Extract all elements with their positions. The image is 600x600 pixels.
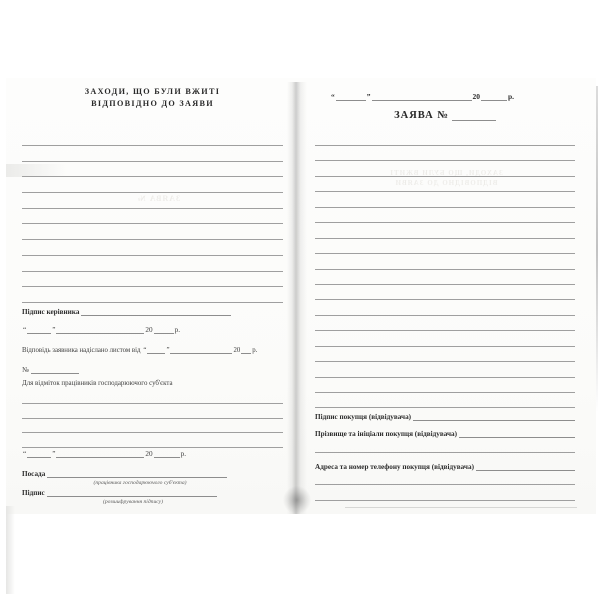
ruled-line bbox=[315, 222, 575, 223]
month-blank bbox=[372, 93, 472, 101]
buyer-name-blank bbox=[459, 430, 575, 438]
letter-number-row bbox=[22, 366, 79, 374]
right-page-bottom-edge bbox=[345, 507, 577, 508]
month-blank bbox=[170, 346, 232, 354]
close-quote: ” bbox=[166, 347, 170, 354]
ruled-line bbox=[315, 145, 575, 146]
signature-row bbox=[22, 489, 217, 497]
date-row-right bbox=[330, 92, 515, 101]
staff-notes-row bbox=[22, 380, 173, 387]
manager-signature-blank bbox=[81, 308, 231, 316]
ruled-line bbox=[315, 160, 575, 161]
buyer-name-continuation-line bbox=[315, 452, 575, 453]
year-suffix: р. bbox=[508, 92, 515, 101]
ruled-line bbox=[22, 255, 283, 256]
ruled-line bbox=[22, 403, 283, 404]
right-ruled-lines bbox=[315, 145, 575, 423]
book-spine-shadow bbox=[287, 82, 307, 514]
day-blank bbox=[27, 326, 51, 334]
buyer-signature-row bbox=[315, 413, 575, 421]
manager-signature-row bbox=[22, 308, 283, 316]
buyer-address-row bbox=[315, 463, 575, 471]
year-blank bbox=[154, 450, 180, 458]
ruled-line bbox=[315, 346, 575, 347]
position-blank bbox=[47, 470, 227, 478]
ruled-line bbox=[22, 447, 283, 448]
ruled-line bbox=[22, 418, 283, 419]
ruled-line bbox=[22, 192, 283, 193]
left-page-title-line1: ЗАХОДИ, ЩО БУЛИ ВЖИТІ bbox=[84, 87, 221, 96]
left-page-title bbox=[22, 86, 283, 109]
staff-notes-label: Для відміток працівників господарюючого суб'єкта bbox=[22, 380, 173, 387]
buyer-name-label: Прізвище та ініціали покупця (відвідувача) bbox=[315, 430, 458, 438]
year-blank bbox=[241, 346, 251, 354]
ruled-line bbox=[315, 269, 575, 270]
manager-signature-label: Підпис керівника bbox=[22, 308, 80, 316]
open-quote: “ bbox=[23, 450, 27, 458]
signature-label: Підпис bbox=[22, 489, 45, 497]
ruled-line bbox=[315, 392, 575, 393]
ruled-line bbox=[315, 377, 575, 378]
day-blank bbox=[27, 450, 51, 458]
left-page-title-line2: ВІДПОВІДНО ДО ЗАЯВИ bbox=[91, 98, 214, 108]
day-blank bbox=[147, 346, 165, 354]
left-page-edge-shade bbox=[6, 506, 15, 594]
ruled-line bbox=[22, 239, 283, 240]
ruled-line bbox=[315, 176, 575, 177]
left-ruled-lines-top bbox=[22, 145, 283, 318]
ruled-line bbox=[315, 207, 575, 208]
day-blank bbox=[336, 93, 366, 101]
showthrough-line: ЗАХОДИ, ЩО БУЛИ ВЖИТІ bbox=[389, 169, 503, 177]
ruled-line bbox=[22, 286, 283, 287]
year-prefix: 20 bbox=[145, 326, 153, 334]
year-suffix: р. bbox=[180, 450, 186, 458]
ruled-line bbox=[22, 176, 283, 177]
date-row-left-1 bbox=[22, 326, 181, 334]
open-quote: “ bbox=[23, 326, 27, 334]
reply-sent-label: Відповідь заявника надіслано листом від bbox=[22, 347, 141, 354]
year-prefix: 20 bbox=[145, 450, 153, 458]
showthrough-line: ВІДПОВІДНО ДО ЗАЯВИ bbox=[394, 179, 498, 187]
signature-blank bbox=[47, 489, 217, 497]
open-quote: “ bbox=[143, 347, 147, 354]
ruled-line bbox=[22, 432, 283, 433]
date-row-left-2 bbox=[22, 450, 187, 458]
ruled-line bbox=[315, 330, 575, 331]
book-spine-bottom-shadow bbox=[283, 486, 311, 514]
ruled-line bbox=[315, 407, 575, 408]
ruled-line bbox=[22, 223, 283, 224]
right-page-edge bbox=[596, 86, 598, 412]
buyer-signature-label: Підпис покупця (відвідувача) bbox=[315, 413, 412, 421]
buyer-name-row bbox=[315, 430, 575, 438]
position-row bbox=[22, 470, 227, 478]
letter-number-blank bbox=[31, 366, 79, 374]
ruled-line bbox=[22, 302, 283, 303]
ruled-line bbox=[315, 299, 575, 300]
year-prefix: 20 bbox=[233, 347, 241, 354]
year-blank bbox=[154, 326, 174, 334]
application-title: ЗАЯВА № bbox=[394, 110, 449, 121]
year-prefix: 20 bbox=[472, 92, 480, 101]
application-number-blank bbox=[452, 111, 496, 121]
ruled-line bbox=[22, 208, 283, 209]
ruled-line bbox=[315, 315, 575, 316]
ruled-line bbox=[315, 238, 575, 239]
reply-sent-row bbox=[22, 346, 258, 354]
ruled-line bbox=[22, 271, 283, 272]
buyer-address-label: Адреса та номер телефону покупця (відвідувача) bbox=[315, 463, 474, 471]
ruled-line bbox=[22, 145, 283, 146]
ruled-line bbox=[315, 484, 575, 485]
ruled-line bbox=[315, 253, 575, 254]
signature-hint: (розшифрування підпису) bbox=[102, 499, 164, 505]
close-quote: ” bbox=[52, 326, 56, 334]
year-suffix: р. bbox=[252, 347, 258, 354]
open-quote: “ bbox=[331, 92, 335, 101]
month-blank bbox=[56, 326, 144, 334]
ruled-line bbox=[315, 500, 575, 501]
ruled-line bbox=[22, 161, 283, 162]
position-hint: (працівника господарюючого суб'єкта) bbox=[93, 480, 187, 486]
ruled-line bbox=[315, 361, 575, 362]
year-suffix: р. bbox=[174, 326, 180, 334]
letter-number-label: № bbox=[22, 366, 29, 374]
close-quote: ” bbox=[52, 450, 56, 458]
close-quote: ” bbox=[366, 92, 371, 101]
showthrough-text-left: ЗАЯВА № bbox=[136, 194, 181, 203]
ruled-line bbox=[315, 191, 575, 192]
ruled-line bbox=[315, 284, 575, 285]
month-blank bbox=[56, 450, 144, 458]
buyer-signature-blank bbox=[413, 413, 575, 421]
buyer-address-continuation-lines bbox=[315, 484, 575, 516]
buyer-address-blank bbox=[476, 463, 575, 471]
position-label: Посада bbox=[22, 470, 46, 478]
year-blank bbox=[481, 93, 507, 101]
application-title-row bbox=[315, 110, 575, 121]
